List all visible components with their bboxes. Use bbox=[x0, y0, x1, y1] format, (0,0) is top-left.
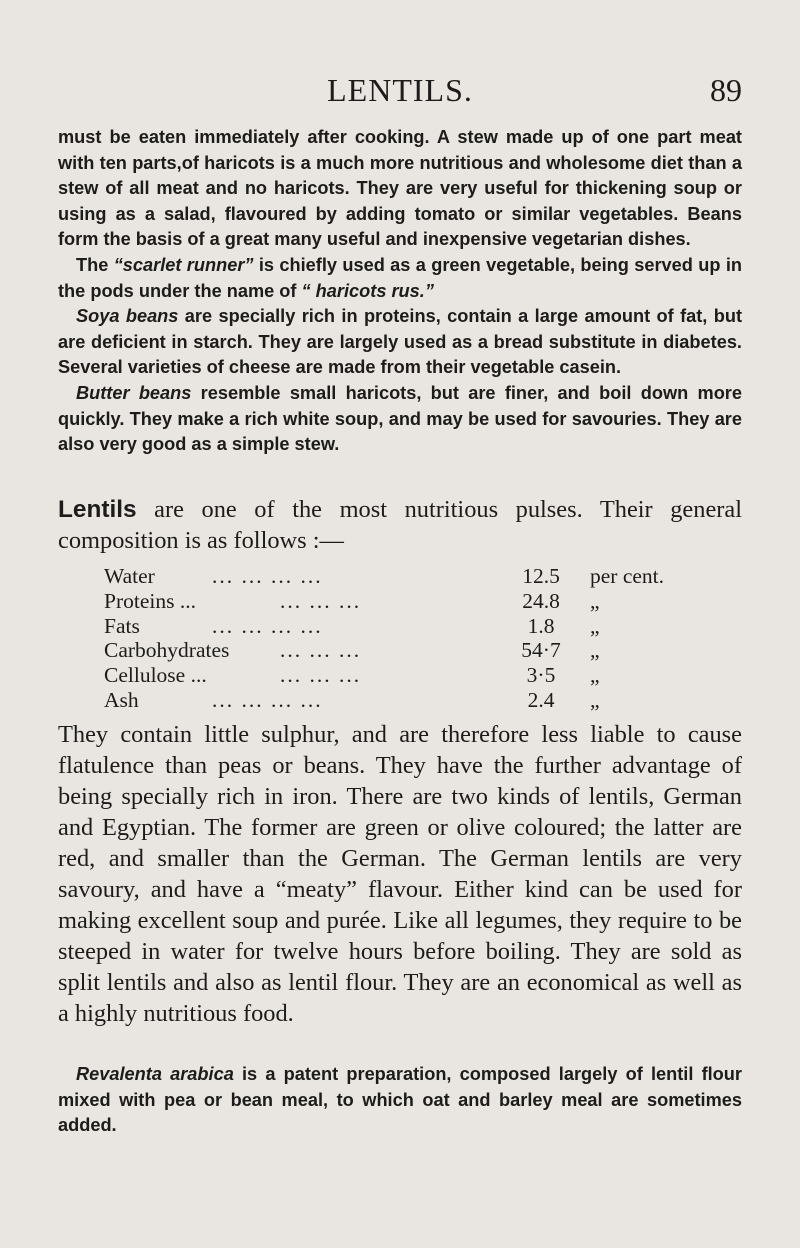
table-row bbox=[104, 589, 664, 614]
row-label: Fats bbox=[104, 613, 140, 638]
row-value: 54·7 bbox=[521, 638, 561, 663]
row-unit: „ bbox=[590, 687, 600, 712]
text-run: are specially rich in proteins, contain a large amount of fat, but are deficient in starch. They are largely used as a bread substitute in diabetes. Several varieties of cheese are made from their vegetable casein. bbox=[58, 306, 743, 378]
row-leader-dots: ... ... ... ... bbox=[212, 613, 323, 638]
text-run: The bbox=[76, 254, 114, 275]
table-row bbox=[104, 663, 664, 688]
row-label: Water bbox=[104, 564, 155, 588]
table-row bbox=[104, 638, 664, 663]
term-butter-beans: Butter beans bbox=[76, 382, 192, 403]
lead-word-lentils: Lentils bbox=[58, 496, 137, 523]
paragraph-haricots: must be eaten immediately after cooking. A stew made up of one part meat with ten parts,of haricots is a much more nutritious and wholesome diet than a stew of all meat and no haricots. They are very useful for thickening soup or using as a salad, flavoured by adding tomato or similar vegetables. Beans form the basis of a great many useful and inexpensive vegetarian dishes. bbox=[58, 127, 742, 250]
row-leader-dots: ... ... ... bbox=[280, 663, 362, 688]
row-unit: „ bbox=[590, 638, 600, 663]
running-head bbox=[0, 70, 800, 110]
chapter-title: LENTILS. bbox=[327, 72, 473, 108]
row-leader-dots: ... ... ... bbox=[280, 588, 362, 613]
paragraph-lentils-details: They contain little sulphur, and are therefore less liable to cause flatulence than peas or beans. They have the further advantage of being specially rich in iron. There are two kinds of lentils, German and Egyptian. The former are green or olive coloured; the latter are red, and smaller than the German. The German lentils are very savoury, and have a “meaty” flavour. Either kind can be used for making excellent soup and purée. Like all legumes, they require to be steeped in water for twelve hours before boiling. They are sold as split lentils and also as lentil flour. They are an economical as well as a highly nutritious food. bbox=[58, 721, 742, 1027]
row-unit: „ bbox=[590, 588, 600, 613]
row-label: Proteins ... bbox=[104, 588, 196, 613]
revalenta-section bbox=[58, 1062, 742, 1139]
beans-section bbox=[58, 125, 742, 458]
paragraph-scarlet-runner bbox=[58, 253, 742, 304]
paragraph-soya-beans bbox=[58, 304, 742, 381]
row-unit: „ bbox=[590, 663, 600, 688]
row-value: 2.4 bbox=[527, 687, 555, 712]
paragraph-butter-beans bbox=[58, 381, 742, 458]
row-unit: per cent. bbox=[590, 564, 665, 588]
text-run: resemble small haricots, but are finer, and boil down more quickly. They make a rich white soup, and may be used for savouries. They are also very good as a simple stew. bbox=[58, 382, 742, 455]
row-value: 1.8 bbox=[527, 613, 555, 638]
term-revalenta-arabica: Revalenta arabica bbox=[76, 1064, 234, 1084]
composition-table bbox=[104, 564, 664, 713]
row-label: Cellulose ... bbox=[104, 663, 207, 688]
row-value: 24.8 bbox=[522, 588, 560, 613]
term-haricots-rus: “ haricots rus.” bbox=[301, 280, 434, 301]
row-leader-dots: ... ... ... bbox=[280, 638, 362, 663]
text-run: are one of the most nutritious pulses. Their general composition is as follows :— bbox=[58, 496, 742, 554]
text-run: is chiefly used as a green vegetable, being served up in the pods under the name of bbox=[58, 254, 742, 301]
term-soya-beans: Soya beans bbox=[76, 306, 179, 327]
page-number: 89 bbox=[710, 72, 742, 108]
row-leader-dots: ... ... ... ... bbox=[212, 564, 323, 588]
text-run: is a patent preparation, composed largely of lentil flour mixed with pea or bean meal, to which oat and barley meal are sometimes added. bbox=[58, 1064, 742, 1136]
row-value: 12.5 bbox=[522, 564, 560, 588]
table-row bbox=[104, 564, 664, 589]
lentils-body bbox=[58, 719, 742, 1029]
table-row bbox=[104, 614, 664, 639]
table-row bbox=[104, 688, 664, 713]
row-value: 3·5 bbox=[526, 663, 556, 688]
row-leader-dots: ... ... ... ... bbox=[212, 687, 323, 712]
lentils-intro bbox=[58, 494, 742, 556]
row-label: Ash bbox=[104, 687, 139, 712]
term-scarlet-runner: “scarlet runner” bbox=[113, 254, 254, 275]
row-label: Carbohydrates bbox=[104, 638, 230, 663]
paragraph-revalenta bbox=[58, 1062, 742, 1139]
paragraph-lentils-intro bbox=[58, 494, 742, 556]
row-unit: „ bbox=[590, 613, 600, 638]
